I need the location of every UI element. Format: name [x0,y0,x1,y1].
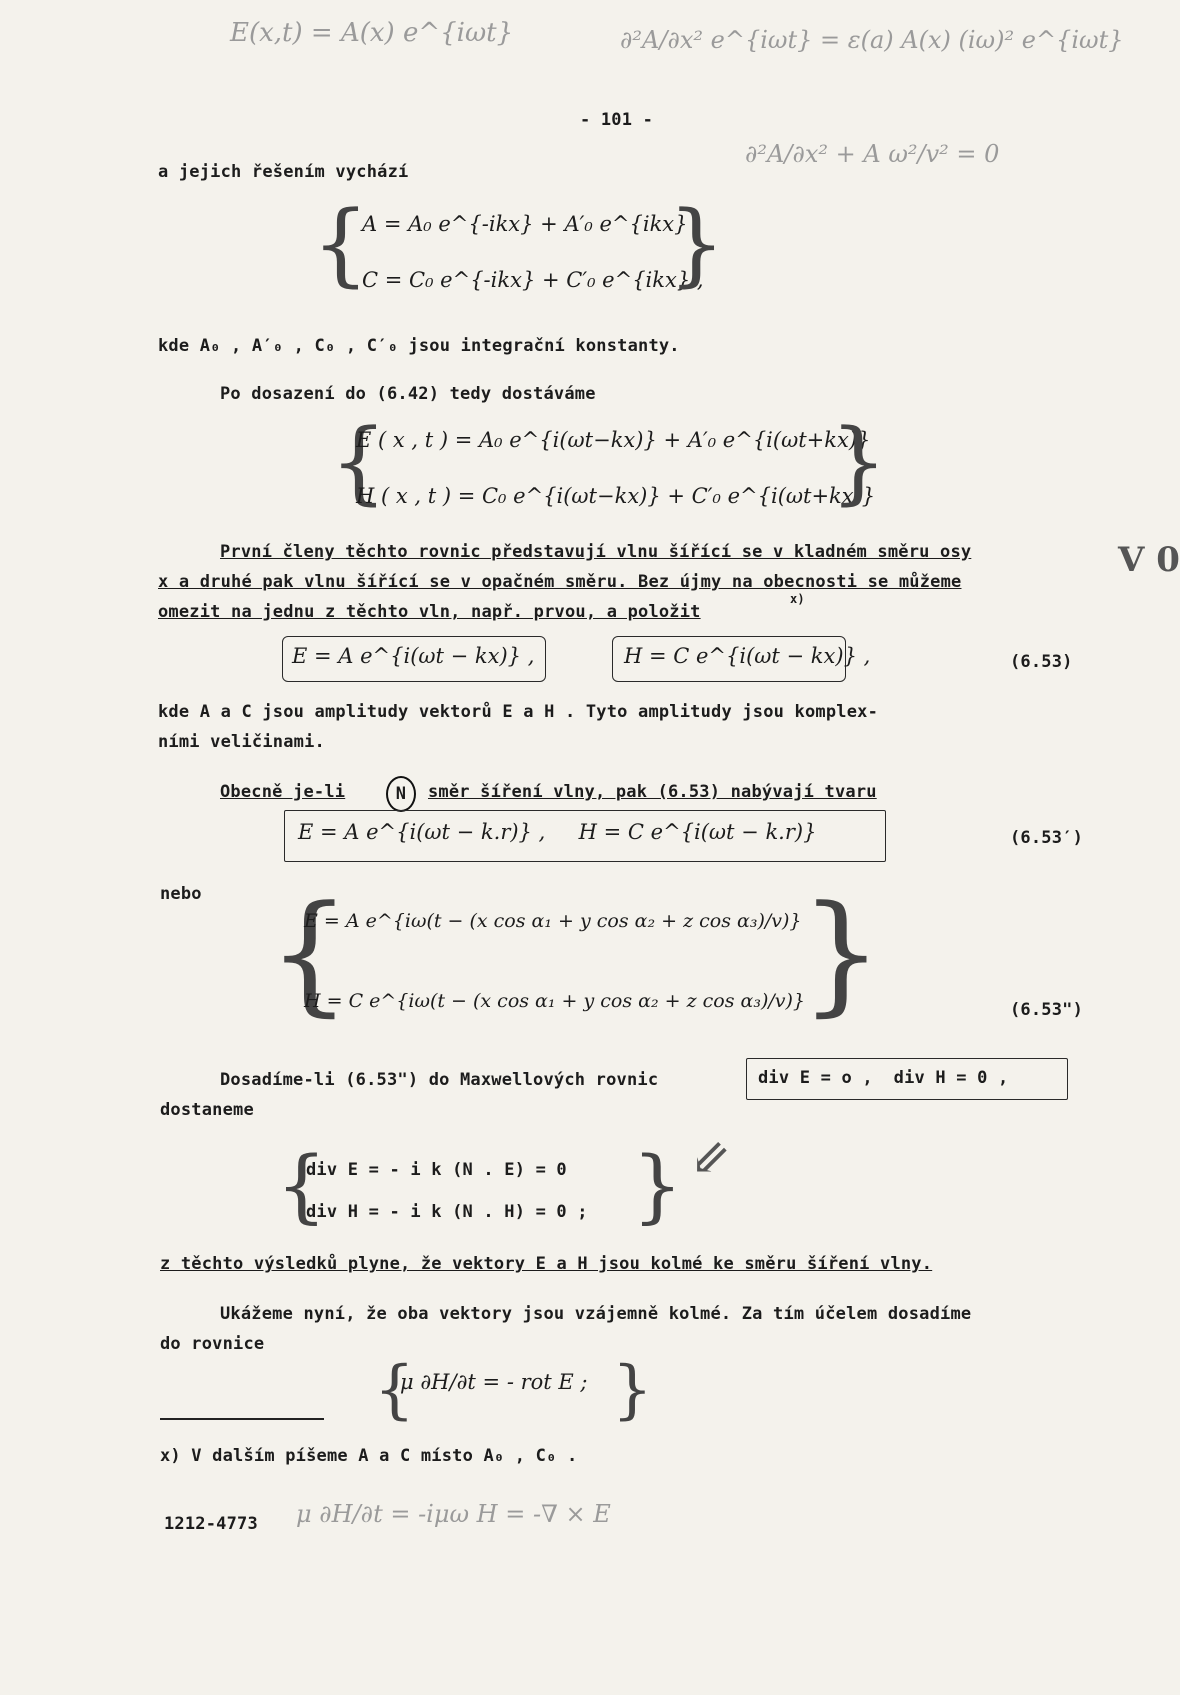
handwritten-note-top-right: ∂²A/∂x² + A ω²/v² = 0 [745,140,1000,168]
equation-6a: div E = - i k (N . E) = 0 [306,1160,567,1180]
text-line-10: nebo [160,884,202,904]
text-line-15: do rovnice [160,1334,265,1354]
left-brace: { [268,877,351,1029]
maxwell-divergence-equations: div E = o , div H = 0 , [758,1068,1009,1088]
right-brace: } [668,192,726,297]
text-line-13: z těchto výsledků plyne, že vektory E a H jsou kolmé ke směru šíření vlny. [160,1254,933,1274]
equation-2a: E ( x , t ) = A₀ e^{i(ωt−kx)} + A′₀ e^{i(ωt+kx)} [356,428,871,452]
text-line-3: Po dosazení do (6.42) tedy dostáváme [220,384,596,404]
equation-3a: E = A e^{i(ωt − kx)} , [292,644,535,668]
text-line-11: Dosadíme-li (6.53") do Maxwellových rovnic [220,1070,659,1090]
text-line-7: kde A a C jsou amplitudy vektorů E a H . Tyto amplitudy jsou komplex- [158,702,879,722]
footnote: x) V dalším píšeme A a C místo A₀ , C₀ . [160,1446,578,1466]
text-line-4: První členy těchto rovnic představují vlnu šířící se v kladném směru osy [220,542,972,562]
document-code: 1212-4773 [164,1514,258,1534]
handwritten-note-top-middle: ∂²A/∂x² e^{iωt} = ε(a) A(x) (iω)² e^{iωt} [620,26,1124,54]
text-line-8: ními veličinami. [158,732,325,752]
text-line-14: Ukážeme nyní, že oba vektory jsou vzájemně kolmé. Za tím účelem dosadíme [220,1304,972,1324]
equation-number-6-53-prime: (6.53′) [1010,828,1084,848]
text-line-9a: Obecně je-li [220,782,346,802]
page-number: - 101 - [580,110,654,130]
text-line-6: omezit na jednu z těchto vln, např. prvou, a položit [158,602,701,622]
footnote-rule [160,1418,324,1420]
left-brace: { [374,1353,415,1427]
left-brace: { [312,192,370,297]
right-brace: } [830,410,888,515]
handwritten-margin-mark: V 0 [1118,540,1180,580]
handwritten-arrow-icon: ⇙ [690,1130,731,1186]
equation-number-6-53: (6.53) [1010,652,1073,672]
equation-number-6-53-double-prime: (6.53") [1010,1000,1084,1020]
right-brace: } [612,1353,653,1427]
equation-4: E = A e^{i(ωt − k.r)} , H = C e^{i(ωt − k.r)} [298,820,817,844]
text-line-9b: směr šíření vlny, pak (6.53) nabývají tvaru [428,782,877,802]
footnote-marker: x) [790,592,805,606]
equation-6b: div H = - i k (N . H) = 0 ; [306,1202,588,1222]
equation-1b: C = C₀ e^{-ikx} + C′₀ e^{ikx} , [362,268,704,292]
text-line-12: dostaneme [160,1100,254,1120]
left-brace: { [330,410,388,515]
right-brace: } [800,877,883,1029]
left-brace: { [276,1139,327,1232]
handwritten-note-bottom: μ ∂H/∂t = -iμω H = -∇ × E [296,1500,611,1528]
equation-2b: H ( x , t ) = C₀ e^{i(ωt−kx)} + C′₀ e^{i(ωt+kx)} [356,484,876,508]
right-brace: } [632,1139,683,1232]
handwritten-note-top-left: E(x,t) = A(x) e^{iωt} [230,18,514,48]
circled-vector-n: N [386,776,416,812]
equation-5a: E = A e^{iω(t − (x cos α₁ + y cos α₂ + z cos α₃)/v)} [304,910,802,932]
text-line-2: kde A₀ , A′₀ , C₀ , C′₀ jsou integrační konstanty. [158,336,680,356]
text-line-1: a jejich řešením vychází [158,162,409,182]
equation-3b: H = C e^{i(ωt − kx)} , [624,644,871,668]
equation-1a: A = A₀ e^{-ikx} + A′₀ e^{ikx} , [362,212,701,236]
equation-7: μ ∂H/∂t = - rot E ; [400,1370,588,1394]
text-line-5: x a druhé pak vlnu šířící se v opačném směru. Bez újmy na obecnosti se můžeme [158,572,962,592]
equation-5b: H = C e^{iω(t − (x cos α₁ + y cos α₂ + z cos α₃)/v)} [304,990,806,1012]
